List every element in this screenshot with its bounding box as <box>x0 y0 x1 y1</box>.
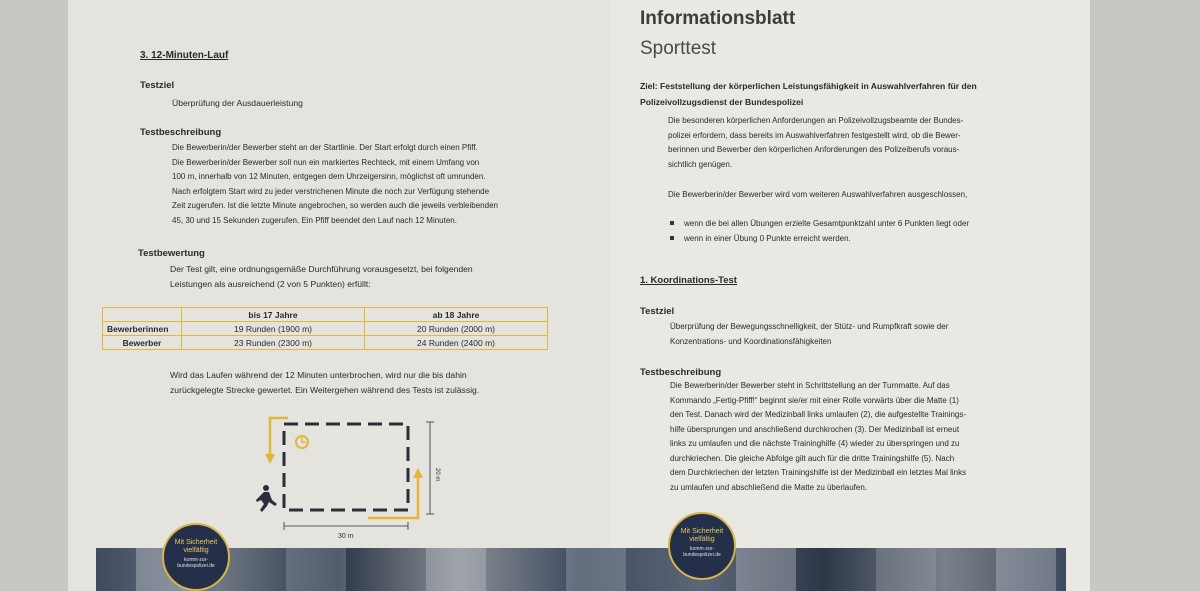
table-header-cell: bis 17 Jahre <box>182 308 365 322</box>
exclusion-text: Die Bewerberin/der Bewerber wird vom weiteren Auswahlverfahren ausgeschlossen, <box>668 190 968 199</box>
evaluation-heading: Testbewertung <box>138 248 205 259</box>
runner-icon <box>256 485 277 512</box>
table-cell: 24 Runden (2400 m) <box>365 336 548 350</box>
goal-text: Überprüfung der Ausdauerleistung <box>172 98 303 108</box>
results-table <box>102 307 548 350</box>
left-page <box>68 0 610 591</box>
section-title: 1. Koordinations-Test <box>640 275 737 286</box>
photo-strip <box>96 548 1066 591</box>
page-title: Informationsblatt <box>640 8 796 29</box>
table-cell: Bewerberinnen <box>103 322 182 336</box>
evaluation-text: Der Test gilt, eine ordnungsgemäße Durchführung vorausgesetzt, bei folgenden Leistungen als ausreichend (2 von 5 Punkten) erfüllt: <box>170 264 473 289</box>
goal-statement: Ziel: Feststellung der körperlichen Leistungsfähigkeit in Auswahlverfahren für den Polizeivollzugsdienst der Bundespolizei <box>640 81 977 107</box>
direction-arrow-bottom <box>368 476 418 518</box>
width-label: 30 m <box>338 533 354 540</box>
list-item: wenn in einer Übung 0 Punkte erreicht werden. <box>670 231 969 246</box>
table-cell: 20 Runden (2000 m) <box>365 322 548 336</box>
description-heading: Testbeschreibung <box>640 367 722 378</box>
table-header-cell: ab 18 Jahre <box>365 308 548 322</box>
description-heading: Testbeschreibung <box>140 127 222 138</box>
description-text: Die Bewerberin/der Bewerber steht an der Startlinie. Der Start erfolgt durch einen Pfiff. Die Bewerberin/der Bewerber soll nun ein markiertes Rechteck, mit einem Umfang von 100 m, innerhalb von 12 Minuten, entgegen dem Uhrzeigersinn, möglichst oft umrunden. Nach erfolgtem Start wird zu jeder verstrichenen Minute die noch zur Verfügung stehende Zeit zugerufen. Ist die letzte Minute angebrochen, so werden auch die jeweils verbleibenden 45, 30 und 15 Sekunden zugerufen. Ein Pfiff beendet den Lauf nach 12 Minuten. <box>172 143 498 225</box>
table-cell: 19 Runden (1900 m) <box>182 322 365 336</box>
table-cell: 23 Runden (2300 m) <box>182 336 365 350</box>
intro-text: Die besonderen körperlichen Anforderungen an Polizeivollzugsbeamte der Bundes- polizei erfordern, dass bereits im Auswahlverfahren festgestellt wird, ob die Bewer- berinnen und Bewerber den körperlichen Anforderungen des Polizeiberufs voraus- sichtlich genügen. <box>668 116 964 169</box>
goal-heading: Testziel <box>640 306 675 317</box>
list-item: wenn die bei allen Übungen erzielte Gesamtpunktzahl unter 6 Punkten liegt oder <box>670 216 969 231</box>
recruitment-badge-left: Mit Sicherheit vielfältig komm-zur- bundespolizei.de <box>162 523 230 591</box>
table-row <box>103 322 548 336</box>
description-text: Die Bewerberin/der Bewerber steht in Schrittstellung an der Turnmatte. Auf das Kommando „Fertig-Pfiff!“ beginnt sie/er mit einer Rolle vorwärts über die Matte (1) den Test. Danach wird der Medizinball links umlaufen (2), die aufgestellte Trainings- hilfe übersprungen und anschließend durchkrochen (3). Der Medizinball ist erneut links zu umlaufen und die nächste Traininghilfe (4) wieder zu überspringen und zu durchkriechen. Die gleiche Abfolge gilt auch für die dritte Trainingshilfe (5). Nach dem Durchkriechen der letzten Trainingshilfe ist der Medizinball ein letztes Mal links zu umlaufen und abschließend die Matte zu überlaufen. <box>670 381 967 492</box>
goal-heading: Testziel <box>140 80 175 91</box>
recruitment-badge-right: Mit Sicherheit vielfältig komm-zur- bundespolizei.de <box>668 512 736 580</box>
track-diagram <box>248 410 468 545</box>
table-header-cell <box>103 308 182 322</box>
goal-text: Überprüfung der Bewegungsschnelligkeit, der Stütz- und Rumpfkraft sowie der Konzentrations- und Koordinationsfähigkeiten <box>670 322 949 346</box>
table-cell: Bewerber <box>103 336 182 350</box>
table-header-row <box>103 308 548 322</box>
section-title: 3. 12-Minuten-Lauf <box>140 50 229 61</box>
interruption-note: Wird das Laufen während der 12 Minuten unterbrochen, wird nur die bis dahin zurückgelegte Strecke gewertet. Ein Weitergehen während des Tests ist zulässig. <box>170 370 480 395</box>
height-label: 20 m <box>434 468 440 482</box>
table-row <box>103 336 548 350</box>
page-subtitle: Sporttest <box>640 38 717 59</box>
exclusion-list <box>670 216 969 246</box>
right-page <box>610 0 1090 591</box>
